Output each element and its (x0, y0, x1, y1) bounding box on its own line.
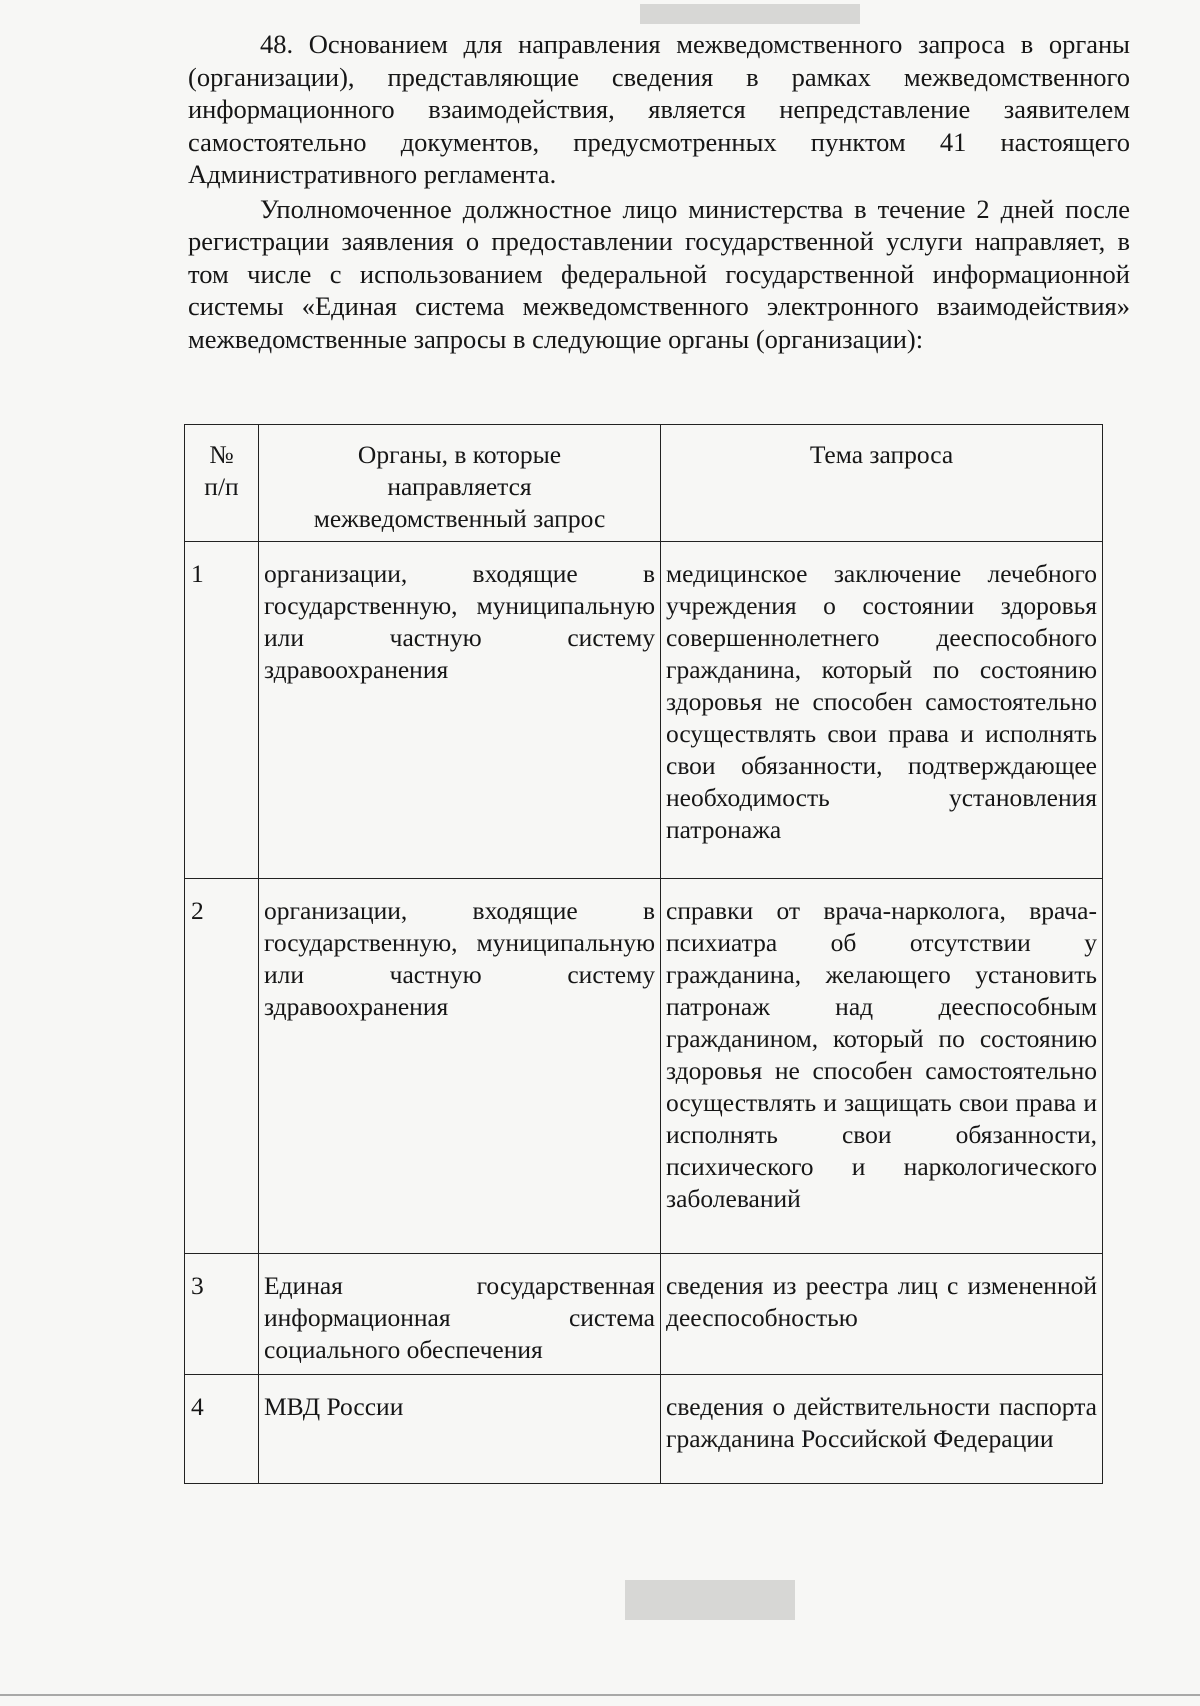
row-topic (661, 542, 1103, 879)
table-row (185, 879, 1103, 1254)
table-row (185, 1254, 1103, 1375)
scan-bottom-edge (0, 1694, 1200, 1696)
header-organ-label: Органы, в которые направляется межведомственный запрос (313, 440, 606, 533)
row-topic-text: сведения о действительности паспорта гражданина Российской Федерации (666, 1392, 1097, 1453)
table-row (185, 542, 1103, 879)
row-topic (661, 879, 1103, 1254)
header-topic-label: Тема запроса (809, 440, 954, 469)
row-organ-text: организации, входящие в государственную, муниципальную или частную систему здравоохранения (264, 896, 655, 1021)
row-number: 1 (185, 542, 259, 879)
row-topic-text: медицинское заключение лечебного учреждения о состоянии здоровья совершеннолетнего дееспособного гражданина, который по состоянию здоровья не способен самостоятельно осуществлять свои права и исполнять свои обязанности, подтверждающее необходимость установления патронажа (666, 559, 1097, 844)
paragraph-authorized-official: Уполномоченное должностное лицо министерства в течение 2 дней после регистрации заявления о предоставлении государственной услуги направляет, в том числе с использованием федеральной государственной информационной системы «Единая система межведомственного электронного взаимодействия» межведомственные запросы в следующие органы (организации): (188, 193, 1130, 354)
row-organ (259, 879, 661, 1254)
row-number: 2 (185, 879, 259, 1254)
header-number (185, 425, 259, 542)
row-topic (661, 1254, 1103, 1375)
header-number-label: № п/п (204, 440, 239, 501)
row-topic (661, 1375, 1103, 1484)
table-header-row (185, 425, 1103, 542)
row-organ-text: организации, входящие в государственную, муниципальную или частную систему здравоохранения (264, 559, 655, 684)
row-organ-text: МВД России (264, 1392, 404, 1421)
row-organ-text: Единая государственная информационная система социального обеспечения (264, 1271, 655, 1364)
interagency-requests-table (184, 424, 1103, 1484)
row-topic-text: сведения из реестра лиц с измененной дееспособностью (666, 1271, 1097, 1332)
row-organ (259, 1375, 661, 1484)
paragraph-48: 48. Основанием для направления межведомственного запроса в органы (организации), представляющие сведения в рамках межведомственного информационного взаимодействия, является непредставление заявителем самостоятельно документов, предусмотренных пунктом 41 настоящего Административного регламента. (188, 29, 1130, 189)
row-number: 3 (185, 1254, 259, 1375)
row-number: 4 (185, 1375, 259, 1484)
row-topic-text: справки от врача-нарколога, врача-психиатра об отсутствии у гражданина, желающего установить патронаж над дееспособным гражданином, который по состоянию здоровья не способен самостоятельно осуществлять и защищать свои права и исполнять свои обязанности, психического и наркологического заболеваний (666, 896, 1097, 1213)
header-topic (661, 425, 1103, 542)
scan-noise (625, 1580, 795, 1620)
row-organ (259, 542, 661, 879)
row-organ (259, 1254, 661, 1375)
scan-noise (640, 4, 860, 24)
header-organ (259, 425, 661, 542)
intro-section (188, 28, 1130, 355)
table-row (185, 1375, 1103, 1484)
